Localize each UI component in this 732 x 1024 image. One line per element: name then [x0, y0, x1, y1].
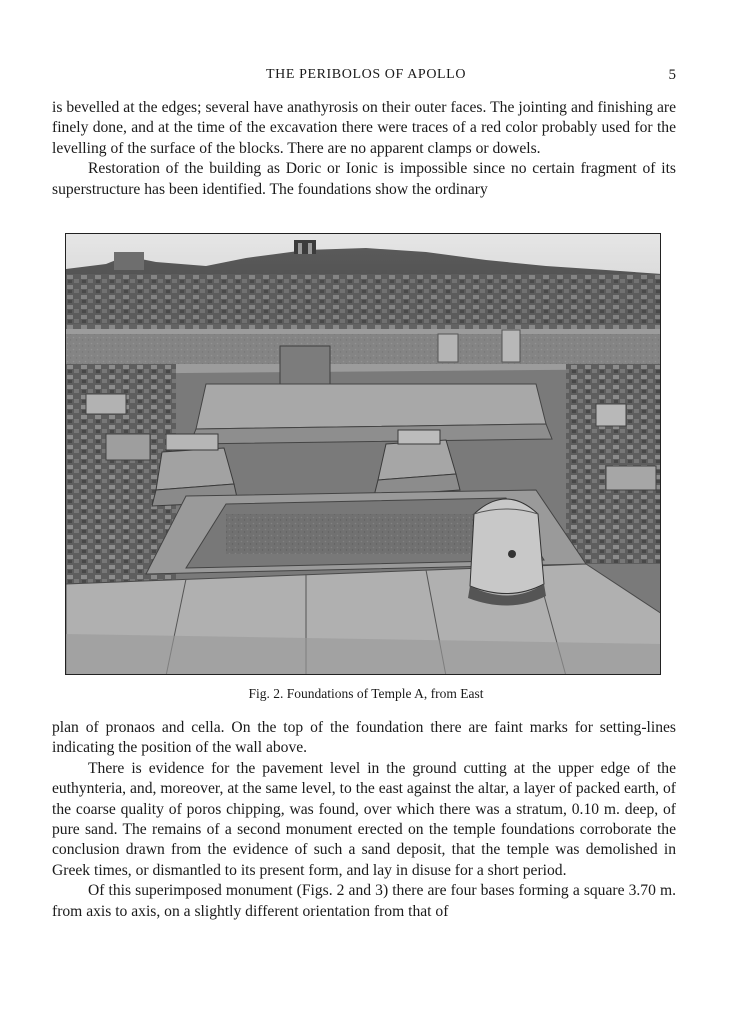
- paragraph: Restoration of the building as Doric or Ionic is impossible since no certain fragment of its superstructure has been identified. The foundations show the ordinary: [52, 160, 676, 198]
- body-text-bottom: [52, 718, 676, 922]
- running-head: [0, 66, 732, 84]
- paragraph: plan of pronaos and cella. On the top of the foundation there are faint marks for setting-lines indicating the position of the wall above.: [52, 719, 676, 757]
- paragraph: Of this superimposed monument (Figs. 2 and 3) there are four bases forming a square 3.70 m. from axis to axis, on a slightly different orientation from that of: [52, 882, 676, 920]
- paragraph: There is evidence for the pavement level in the ground cutting at the upper edge of the euthynteria, and, moreover, at the same level, to the east against the altar, a layer of packed earth, of the coarse quality of poros chipping, was found, over which there was a stratum, 0.10 m. deep, of pure sand. The remains of a second monument erected on the temple foundations corroborate the conclusion drawn from the evidence of such a sand deposit, that the temple was demolished in Greek times, or dismantled to its present form, and lay in disuse for a short period.: [52, 759, 676, 879]
- page-number: 5: [668, 67, 676, 83]
- body-text-top: [52, 98, 676, 200]
- figure-caption: Fig. 2. Foundations of Temple A, from East: [248, 686, 484, 701]
- running-title: THE PERIBOLOS OF APOLLO: [265, 67, 467, 82]
- photograph-temple-foundations: [65, 233, 661, 675]
- photo-illustration: [66, 234, 661, 675]
- paragraph: is bevelled at the edges; several have anathyrosis on their outer faces. The jointing and finishing are finely done, and at the time of the excavation there were traces of a red color probably used for the levelling of the surface of the blocks. There are no apparent clamps or dowels.: [52, 99, 676, 157]
